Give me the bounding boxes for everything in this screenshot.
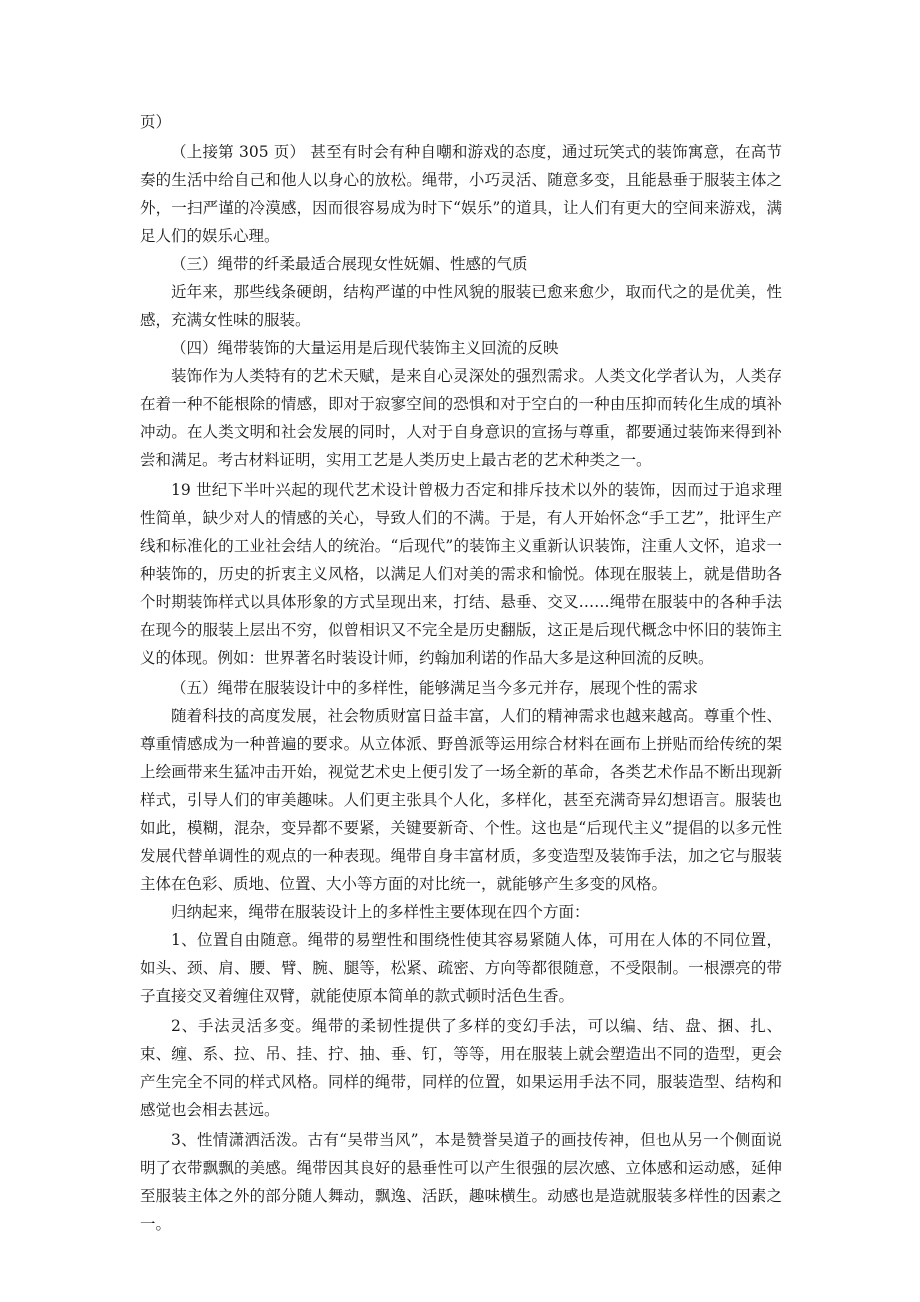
paragraph-feminine-style: 近年来，那些线条硬朗，结构严谨的中性风貌的服装已愈来愈少，取而代之的是优美，性感，充满女性味的服装。 <box>140 283 782 329</box>
paragraph-postmodern-decoration: 19 世纪下半叶兴起的现代艺术设计曾极力否定和排斥技术以外的装饰，因而过于追求理性简单，缺少对人的情感的关心，导致人们的不满。于是，有人开始怀念“手工艺”，批评生产线和标准化的工业社会结人的统治。“后现代”的装饰主义重新认识装饰，注重人文怀，追求一种装饰的，历史的折衷主义风格，以满足人们对美的需求和愉悦。体现在服装上，就是借助各个时期装饰样式以具体形象的方式呈现出来，打结、悬垂、交叉……绳带在服装中的各种手法在现今的服装上层出不穷，似曾相识又不完全是历史翻版，这正是后现代概念中怀旧的装饰主义的体现。例如：世界著名时装设计师，约翰加利诺的作品大多是这种回流的反映。 <box>140 481 782 667</box>
heading-section-5: （五）绳带在服装设计中的多样性，能够满足当今多元并存，展现个性的需求 <box>171 679 699 697</box>
list-item-character: 3、性情潇洒活泼。古有“吴带当风”，本是赞誉吴道子的画技传神，但也从另一个侧面说明了衣带飘飘的美感。绳带因其良好的悬垂性可以产生很强的层次感、立体感和运动感，延伸至服装主体之外的部分随人舞动，飘逸、活跃，趣味横生。动感也是造就服装多样性的因素之一。 <box>140 1131 782 1233</box>
paragraph-continued-page-note: 页） <box>140 113 172 131</box>
heading-section-3: （三）绳带的纤柔最适合展现女性妩媚、性感的气质 <box>171 255 528 273</box>
document-page <box>140 108 782 1238</box>
paragraph-entertainment: （上接第 305 页） 甚至有时会有种自嘲和游戏的态度，通过玩笑式的装饰寓意，在高节奏的生活中给自己和他人以身心的放松。绳带，小巧灵活、随意多变，且能悬垂于服装主体之外，一扫严谨的冷漠感，因而很容易成为时下“娱乐”的道具，让人们有更大的空间来游戏，满足人们的娱乐心理。 <box>140 143 782 245</box>
paragraph-summary: 归纳起来，绳带在服装设计上的多样性主要体现在四个方面： <box>171 903 590 921</box>
list-item-technique: 2、手法灵活多变。绳带的柔韧性提供了多样的变幻手法，可以编、结、盘、捆、扎、束、缠、系、拉、吊、挂、拧、抽、垂、钉，等等，用在服装上就会塑造出不同的造型，更会产生完全不同的样式风格。同样的绳带，同样的位置，如果运用手法不同，服装造型、结构和感觉也会相去甚远。 <box>140 1017 782 1119</box>
paragraph-diversity: 随着科技的高度发展，社会物质财富日益丰富，人们的精神需求也越来越高。尊重个性、尊重情感成为一种普遍的要求。从立体派、野兽派等运用综合材料在画布上拼贴而给传统的架上绘画带来生猛冲击开始，视觉艺术史上便引发了一场全新的革命，各类艺术作品不断出现新样式，引导人们的审美趣味。人们更主张具个人化，多样化，甚至充满奇异幻想语言。服装也如此，模糊，混杂，变异都不要紧，关键要新奇、个性。这也是“后现代主义”提倡的以多元性发展代替单调性的观点的一种表现。绳带自身丰富材质，多变造型及装饰手法，加之它与服装主体在色彩、质地、位置、大小等方面的对比统一，就能够产生多变的风格。 <box>140 707 782 893</box>
paragraph-decoration-need: 装饰作为人类特有的艺术天赋，是来自心灵深处的强烈需求。人类文化学者认为，人类存在着一种不能根除的情感，即对于寂寥空间的恐惧和对于空白的一种由压抑而转化生成的填补冲动。在人类文明和社会发展的同时，人对于自身意识的宣扬与尊重，都要通过装饰来得到补尝和满足。考古材料证明，实用工艺是人类历史上最古老的艺术种类之一。 <box>140 367 782 469</box>
heading-section-4: （四）绳带装饰的大量运用是后现代装饰主义回流的反映 <box>171 339 559 357</box>
list-item-position: 1、位置自由随意。绳带的易塑性和围绕性使其容易紧随人体，可用在人体的不同位置，如头、颈、肩、腰、臂、腕、腿等，松紧、疏密、方向等都很随意，不受限制。一根漂亮的带子直接交叉着缠住双臂，就能使原本简单的款式顿时活色生香。 <box>140 931 782 1005</box>
